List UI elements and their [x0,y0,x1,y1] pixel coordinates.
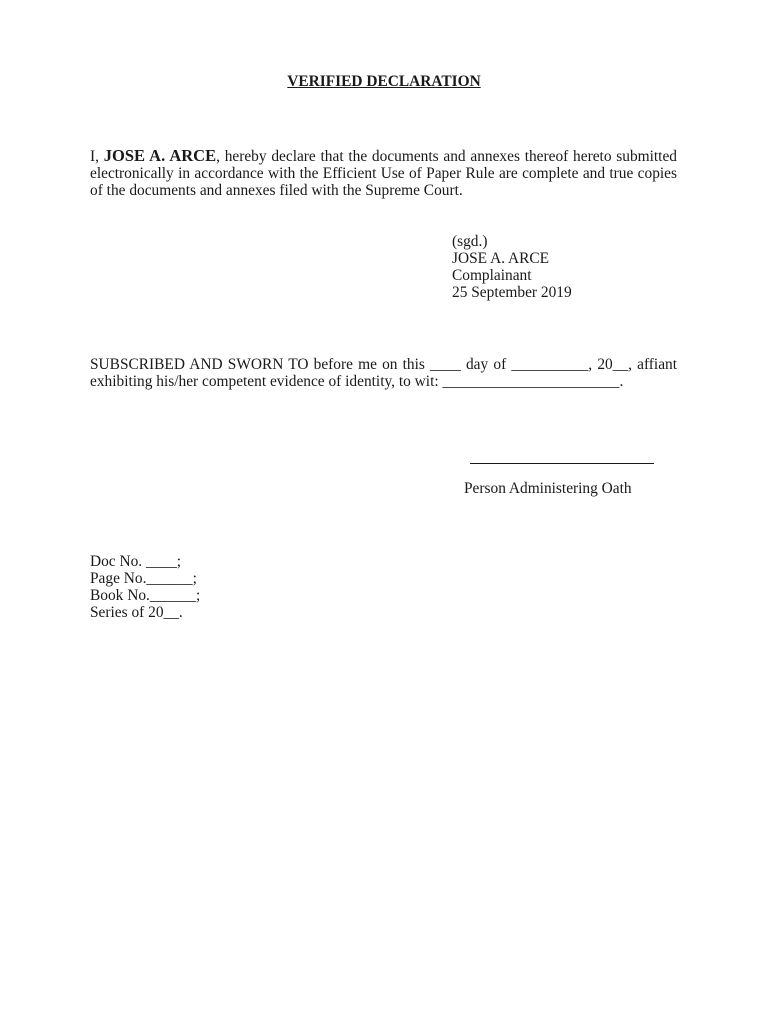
signature-block [452,233,692,301]
document-title: VERIFIED DECLARATION [287,73,481,90]
declarant-name: JOSE A. ARCE [103,146,217,165]
declaration-body: , hereby declare that the documents and annexes thereof hereto submitted electronically in accordance with the Efficient Use of Paper Rule are complete and true copies of the documents and annexes filed with the Supreme Court. [90,148,677,199]
oath-signature-line [470,463,654,464]
notarial-register [90,553,390,621]
oath-label: Person Administering Oath [464,480,632,497]
signatory-name: JOSE A. ARCE [452,250,550,267]
declaration-prefix: I, [90,148,104,165]
signature-date: 25 September 2019 [452,284,572,301]
jurat-paragraph: SUBSCRIBED AND SWORN TO before me on this ____ day of __________, 20__, affiant exhibiting his/her competent evidence of identity, to wit: _______________________. [90,356,677,390]
signatory-role: Complainant [452,267,532,284]
series-year: Series of 20__. [90,604,183,621]
page-number: Page No.______; [90,570,197,587]
declaration-paragraph [90,147,677,199]
doc-number: Doc No. ____; [90,553,182,570]
signed-mark: (sgd.) [452,233,488,250]
book-number: Book No.______; [90,587,201,604]
